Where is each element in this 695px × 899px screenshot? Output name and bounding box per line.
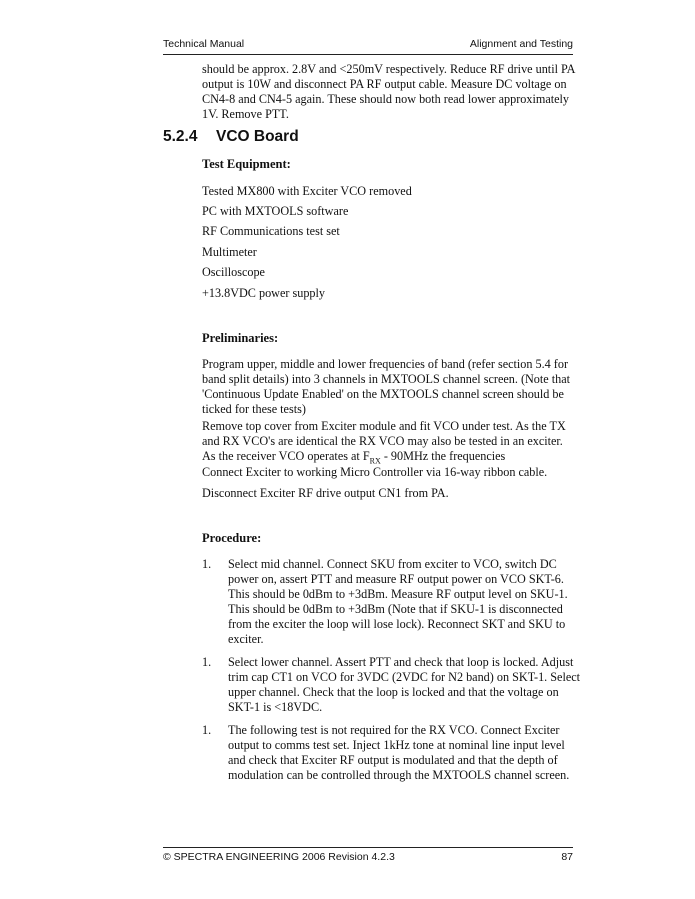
frequency-subscript: RX (369, 456, 381, 466)
equipment-item: Oscilloscope (202, 265, 265, 279)
page-footer (163, 847, 573, 866)
equipment-item: PC with MXTOOLS software (202, 204, 349, 218)
equipment-item: Multimeter (202, 245, 257, 259)
test-equipment-heading: Test Equipment: (202, 157, 291, 171)
step-text: Select lower channel. Assert PTT and check that loop is locked. Adjust trim cap CT1 on VCO for 3VDC (2VDC for N2 band) on SKT-1. Select upper channel. Check that the loop is locked and that the voltage on SKT-1 is <18VDC. (228, 655, 581, 714)
procedure-steps (202, 557, 582, 791)
preliminaries-paragraph-2: Remove top cover from Exciter module and fit VCO under test. As the TX and RX VCO's are identical the RX VCO may also be tested in an exciter. As the receiver VCO operates at $F_{RX} - 90MHz$ the frequencies (202, 419, 566, 466)
step-number: 1. (202, 723, 212, 737)
header-right: Alignment and Testing (469, 38, 573, 50)
equipment-item: RF Communications test set (202, 224, 340, 238)
section-heading (163, 128, 299, 146)
step-number: 1. (202, 557, 212, 571)
preliminaries-paragraph-1: Program upper, middle and lower frequencies of band (refer section 5.4 for band split details) into 3 channels in MXTOOLS channel screen. (Note that 'Continuous Update Enabled' on the MXTOOLS channel screen should be ticked for these tests) (202, 357, 571, 416)
footer-copyright: © SPECTRA ENGINEERING 2006 Revision 4.2.3 (163, 851, 395, 863)
preliminaries-paragraph-4: Disconnect Exciter RF drive output CN1 from PA. (202, 486, 449, 500)
procedure-step (202, 557, 582, 647)
intro-paragraph: should be approx. 2.8V and <250mV respectively. Reduce RF drive until PA output is 10W and disconnect PA RF output cable. Measure DC voltage on CN4-8 and CN4-5 again. These should now both read lower approximately 1V. Remove PTT. (202, 62, 575, 121)
preliminaries-paragraph-3: Connect Exciter to working Micro Controller via 16-way ribbon cable. (202, 465, 548, 479)
step-text: The following test is not required for the RX VCO. Connect Exciter output to comms test set. Inject 1kHz tone at nominal line input level and check that Exciter RF output is modulated and that the depth of modulation can be controlled through the MXTOOLS channel screen. (228, 723, 570, 782)
page-header (163, 38, 573, 55)
procedure-step (202, 655, 582, 715)
header-left: Technical Manual (163, 38, 245, 50)
step-text: Select mid channel. Connect SKU from exciter to VCO, switch DC power on, assert PTT and measure RF output power on VCO SKT-6. This should be 0dBm to +3dBm. Measure RF output level on SKU-1. This should be 0dBm to +3dBm (Note that if SKU-1 is disconnected from the exciter the loop will lose lock). Reconnect SKT and SKU to exciter. (228, 557, 568, 646)
procedure-step (202, 723, 582, 783)
equipment-item: Tested MX800 with Exciter VCO removed (202, 184, 412, 198)
section-title: VCO Board (216, 128, 299, 145)
equipment-item: +13.8VDC power supply (202, 286, 325, 300)
page-number: 87 (561, 851, 573, 863)
step-number: 1. (202, 655, 212, 669)
procedure-heading: Procedure: (202, 531, 262, 545)
preliminaries-heading: Preliminaries: (202, 331, 279, 345)
section-number: 5.2.4 (163, 128, 198, 145)
